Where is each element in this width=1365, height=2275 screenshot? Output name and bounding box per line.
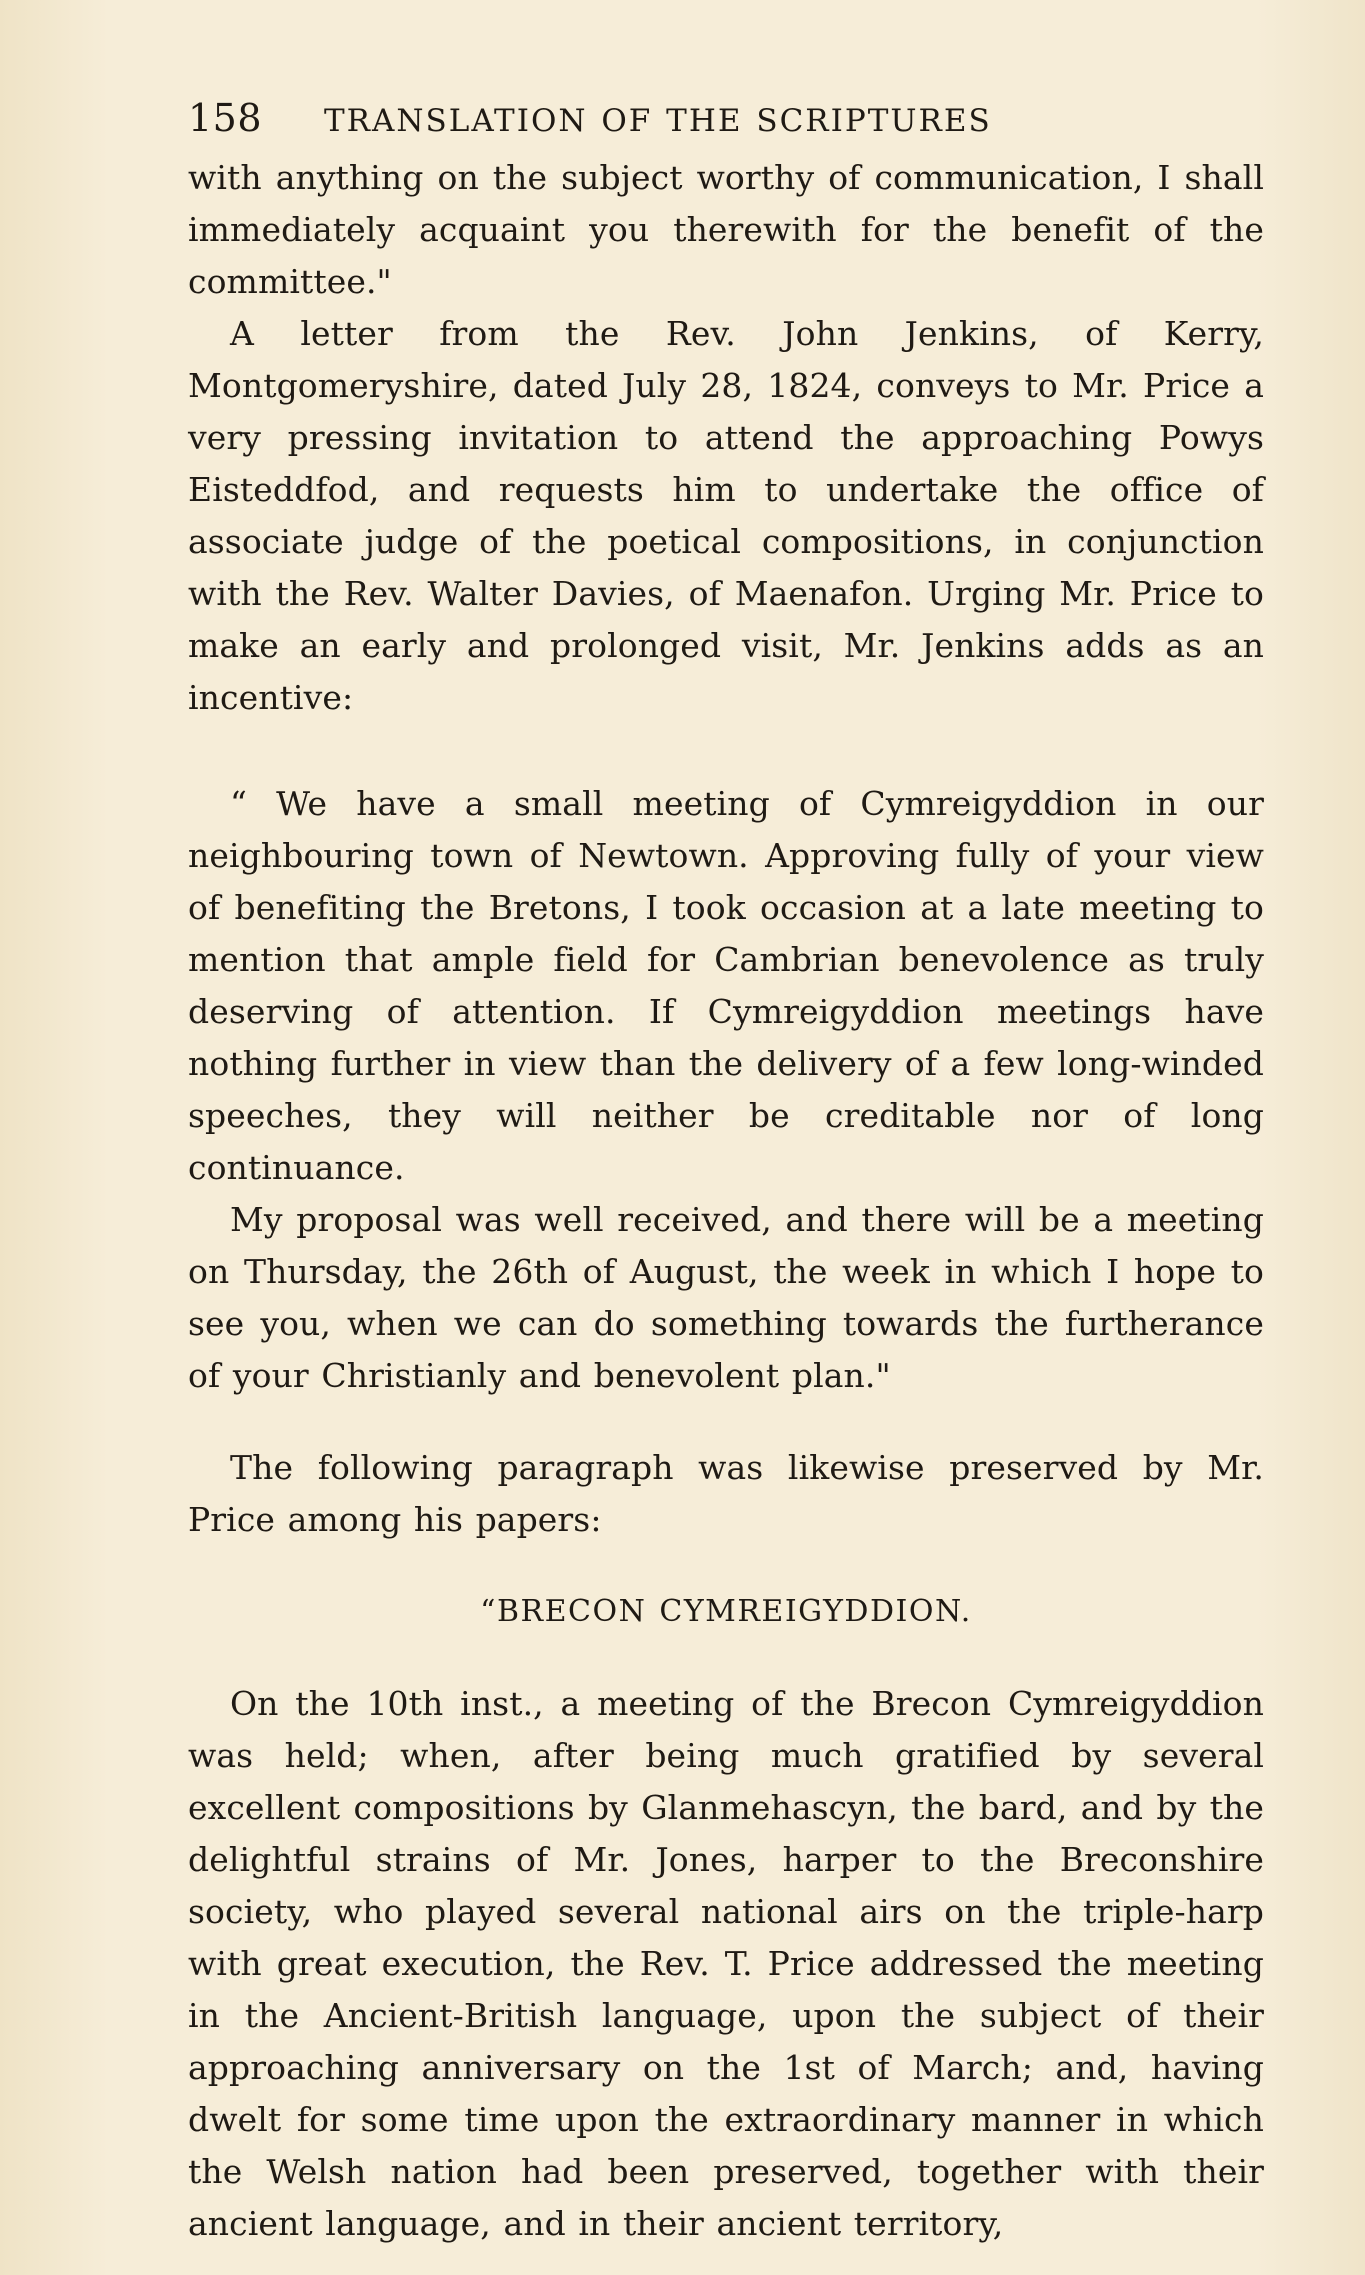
running-title: TRANSLATION OF THE SCRIPTURES <box>324 103 992 139</box>
section-heading: “BRECON CYMREIGYDDION. <box>480 1594 972 1629</box>
page-number: 158 <box>188 96 263 140</box>
page-text <box>188 92 1264 2250</box>
paragraph-jenkins-letter: A letter from the Rev. John Jenkins, of Kerry, Montgomeryshire, dated July 28, 1824, conveys to Mr. Price a very pressing invitation to attend the approaching Powys Eisteddfod, and requests him to undertake the office of associate judge of the poetical compositions, in conjunction with the Rev. Walter Davies, of Maenafon. Urging Mr. Price to make an early and prolonged visit, Mr. Jenkins adds as an incentive: <box>188 314 1264 717</box>
paragraph-proposal: My proposal was well received, and there will be a meeting on Thursday, the 26th of August, the week in which I hope to see you, when we can do something towards the furtherance of your Christianly and benevolent plan." <box>188 1200 1264 1395</box>
paragraph-continued-quote: with anything on the subject worthy of communication, I shall immediately acquaint you therewith for the benefit of the committee." <box>188 158 1264 301</box>
paragraph-following: The following paragraph was likewise preserved by Mr. Price among his papers: <box>188 1448 1264 1539</box>
paragraph-brecon-meeting: On the 10th inst., a meeting of the Brecon Cymreigyddion was held; when, after being much gratified by several excellent compositions by Glanmehascyn, the bard, and by the delightful strains of Mr. Jones, harper to the Breconshire society, who played several national airs on the triple-harp with great execution, the Rev. T. Price addressed the meeting in the Ancient-British language, upon the subject of their approaching anniversary on the 1st of March; and, having dwelt for some time upon the extraordinary manner in which the Welsh nation had been preserved, together with their ancient language, and in their ancient territory, <box>188 1684 1264 2243</box>
page-header <box>188 92 1264 152</box>
paragraph-cymreigyddion-quote: “ We have a small meeting of Cymreigyddion in our neighbouring town of Newtown. Approving fully of your view of benefiting the Bretons, I took occasion at a late meeting to mention that ample field for Cambrian benevolence as truly deserving of attention. If Cymreigyddion meetings have nothing further in view than the delivery of a few long-winded speeches, they will neither be creditable nor of long continuance. <box>188 784 1264 1187</box>
